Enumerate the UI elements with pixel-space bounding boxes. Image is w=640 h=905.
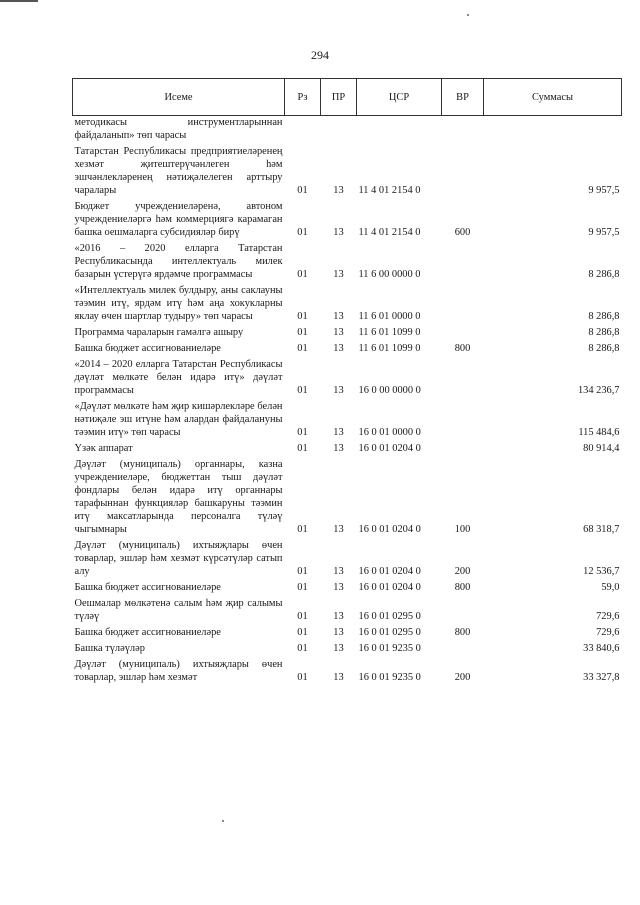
cell-sum: 12 536,7	[583, 566, 620, 577]
cell-name: «2014 – 2020 елларга Татарстан Республикасы дәүләт мөлкәте белән идарә итү» дәүләт программасы	[74, 359, 283, 396]
cell-name: «Дәүләт мөлкәте һәм җир кишәрлекләре белән нәтиҗәле эш итүне һәм алардан файдалануны тәэмин итү» төп чарасы	[74, 401, 283, 438]
cell-sum: 729,6	[596, 611, 620, 622]
cell-rz: 01	[297, 611, 308, 622]
cell-csr: 16 0 01 0204 0	[358, 443, 421, 454]
cell-csr: 16 0 01 9235 0	[358, 672, 421, 683]
cell-pr	[321, 116, 357, 144]
cell-pr: 13	[333, 327, 344, 338]
cell-vr: 100	[454, 524, 471, 535]
table-row	[73, 579, 622, 595]
cell-name: Үзәк аппарат	[74, 443, 133, 454]
cell-vr	[442, 240, 484, 282]
cell-csr: 16 0 01 0204 0	[358, 582, 421, 593]
cell-rz: 01	[297, 327, 308, 338]
cell-rz: 01	[297, 311, 308, 322]
cell-name: Татарстан Республикасы предприятиеләренең хезмәт җитештерүчәнлеген һәм эшчәнлекләренең нәтиҗәлелеген арттыру чаралары	[74, 146, 283, 196]
cell-vr: 800	[454, 343, 471, 354]
cell-vr: 800	[454, 627, 471, 638]
cell-pr: 13	[333, 385, 344, 396]
cell-csr: 16 0 01 9235 0	[358, 643, 421, 654]
table-row	[73, 340, 622, 356]
cell-csr: 16 0 01 0295 0	[358, 627, 421, 638]
cell-pr: 13	[333, 627, 344, 638]
column-header-rz: Рз	[285, 79, 321, 116]
cell-pr: 13	[333, 311, 344, 322]
cell-name: «2016 – 2020 елларга Татарстан Республикасында интеллектуаль милек базарын үстерүгә ярдәмче программасы	[74, 243, 283, 280]
column-header-sum: Суммасы	[484, 79, 622, 116]
table-row	[73, 440, 622, 456]
table-row	[73, 282, 622, 324]
cell-vr	[442, 356, 484, 398]
cell-sum: 9 957,5	[588, 227, 620, 238]
table-row	[73, 398, 622, 440]
cell-sum: 8 286,8	[588, 327, 620, 338]
cell-pr: 13	[333, 643, 344, 654]
table-row	[73, 595, 622, 624]
cell-rz: 01	[297, 227, 308, 238]
cell-vr	[442, 640, 484, 656]
cell-vr	[442, 143, 484, 198]
cell-sum: 80 914,4	[583, 443, 620, 454]
cell-name: «Интеллектуаль милек булдыру, аны саклауны тәэмин итү, ярдәм итү һәм аңа хокукларны яклау өчен шартлар тудыру» төп чарасы	[74, 285, 283, 322]
cell-name: Башка бюджет ассигнованиеләре	[74, 343, 221, 354]
cell-pr: 13	[333, 185, 344, 196]
cell-sum	[484, 116, 622, 144]
budget-table	[72, 78, 622, 685]
cell-pr: 13	[333, 582, 344, 593]
cell-name: Программа чараларын гамәлгә ашыру	[74, 327, 244, 338]
cell-pr: 13	[333, 524, 344, 535]
cell-vr: 600	[454, 227, 471, 238]
cell-rz: 01	[297, 343, 308, 354]
cell-vr	[442, 440, 484, 456]
cell-vr	[442, 116, 484, 144]
cell-rz: 01	[297, 185, 308, 196]
table-row	[73, 324, 622, 340]
cell-pr: 13	[333, 566, 344, 577]
cell-sum: 68 318,7	[583, 524, 620, 535]
cell-sum: 9 957,5	[588, 185, 620, 196]
cell-csr: 16 0 01 0000 0	[358, 427, 421, 438]
cell-vr	[442, 282, 484, 324]
page-number: 294	[311, 48, 329, 62]
scan-edge-mark	[0, 0, 38, 2]
cell-pr: 13	[333, 443, 344, 454]
cell-sum: 729,6	[596, 627, 620, 638]
cell-name: Бюджет учреждениеләренә, автоном учреждениеләргә һәм коммерциягә карамаган башка оешмаларга субсидияләр бирү	[74, 201, 283, 238]
cell-vr	[442, 324, 484, 340]
cell-vr	[442, 398, 484, 440]
cell-csr: 16 0 01 0204 0	[358, 524, 421, 535]
cell-sum: 134 236,7	[577, 385, 620, 396]
table-body	[73, 116, 622, 686]
cell-name: Башка бюджет ассигнованиеләре	[74, 582, 221, 593]
cell-sum: 33 327,8	[583, 672, 620, 683]
cell-rz: 01	[297, 443, 308, 454]
column-header-csr: ЦСР	[357, 79, 442, 116]
cell-name: Дәүләт (муниципаль) ихтыяҗлары өчен товарлар, эшләр һәм хезмәт күрсәтүләр сатып алу	[74, 540, 283, 577]
table-row	[73, 456, 622, 537]
cell-sum: 59,0	[601, 582, 620, 593]
cell-name: Башка түләүләр	[74, 643, 145, 654]
cell-rz: 01	[297, 524, 308, 535]
cell-vr: 200	[454, 672, 471, 683]
cell-name: Дәүләт (муниципаль) ихтыяҗлары өчен товарлар, эшләр һәм хезмәт	[74, 659, 283, 683]
table-row	[73, 656, 622, 685]
cell-csr: 16 0 00 0000 0	[358, 385, 421, 396]
cell-rz: 01	[297, 566, 308, 577]
cell-csr: 11 6 01 0000 0	[358, 311, 421, 322]
table-row	[73, 640, 622, 656]
cell-vr: 800	[454, 582, 471, 593]
table-row	[73, 143, 622, 198]
scan-dust-mark	[467, 14, 469, 16]
cell-csr: 11 4 01 2154 0	[358, 185, 421, 196]
column-header-pr: ПР	[321, 79, 357, 116]
cell-rz: 01	[297, 643, 308, 654]
table-row	[73, 198, 622, 240]
cell-rz: 01	[297, 627, 308, 638]
cell-csr: 11 4 01 2154 0	[358, 227, 421, 238]
cell-sum: 8 286,8	[588, 343, 620, 354]
cell-csr: 11 6 01 1099 0	[358, 343, 421, 354]
table-row	[73, 356, 622, 398]
cell-name: методикасы инструментларыннан файдаланып» төп чарасы	[74, 117, 283, 141]
cell-csr: 11 6 00 0000 0	[358, 269, 421, 280]
cell-rz: 01	[297, 269, 308, 280]
column-header-name: Исеме	[73, 79, 285, 116]
table-row	[73, 624, 622, 640]
cell-csr	[357, 116, 442, 144]
cell-pr: 13	[333, 269, 344, 280]
table-row	[73, 537, 622, 579]
column-header-vr: ВР	[442, 79, 484, 116]
table-header-row	[73, 79, 622, 116]
cell-name: Оешмалар мөлкәтенә салым һәм җир салымы түләү	[74, 598, 283, 622]
cell-vr	[442, 595, 484, 624]
cell-sum: 8 286,8	[588, 311, 620, 322]
scan-dust-mark	[222, 820, 224, 822]
cell-sum: 8 286,8	[588, 269, 620, 280]
cell-rz: 01	[297, 385, 308, 396]
cell-pr: 13	[333, 611, 344, 622]
cell-rz	[285, 116, 321, 144]
cell-sum: 33 840,6	[583, 643, 620, 654]
cell-pr: 13	[333, 672, 344, 683]
cell-csr: 11 6 01 1099 0	[358, 327, 421, 338]
cell-pr: 13	[333, 343, 344, 354]
cell-rz: 01	[297, 672, 308, 683]
cell-csr: 16 0 01 0204 0	[358, 566, 421, 577]
table-row	[73, 116, 622, 144]
cell-name: Дәүләт (муниципаль) органнары, казна учреждениеләре, бюджеттан тыш дәүләт фондлары белән идарә итү органнары тарафыннан функцияләр башкаруны тәэмин итү максатларында персоналга түләү чыгымнары	[74, 459, 283, 535]
cell-vr: 200	[454, 566, 471, 577]
cell-csr: 16 0 01 0295 0	[358, 611, 421, 622]
cell-sum: 115 484,6	[578, 427, 620, 438]
cell-pr: 13	[333, 227, 344, 238]
cell-rz: 01	[297, 582, 308, 593]
cell-pr: 13	[333, 427, 344, 438]
table-row	[73, 240, 622, 282]
cell-rz: 01	[297, 427, 308, 438]
cell-name: Башка бюджет ассигнованиеләре	[74, 627, 221, 638]
